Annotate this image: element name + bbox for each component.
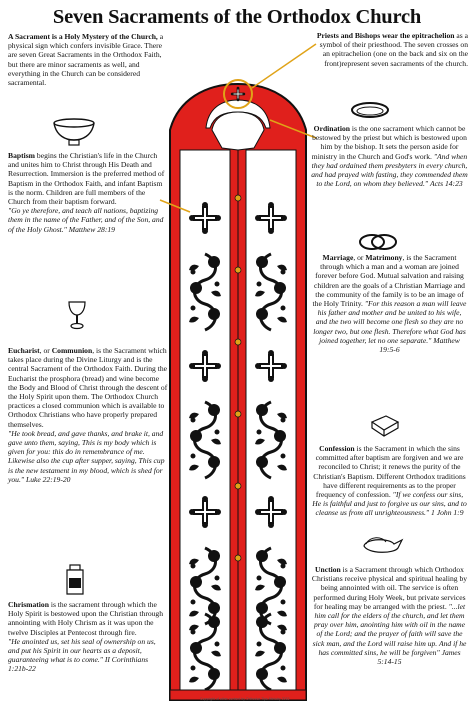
- marriage-section: [311, 253, 468, 354]
- confession-section: [311, 444, 468, 518]
- book-icon: [370, 414, 400, 440]
- ordination-title: Ordination: [313, 124, 350, 133]
- unction-quote: "...let him call for the elders of the church, and let them pray over him, anointing him with oil in the name of the Lord; and the prayer of faith will save the sick man, and the Lord will raise him up. And if he has committed sins, he will be forgiven": [312, 601, 467, 657]
- page-title: Seven Sacraments of the Orthodox Church: [52, 6, 422, 28]
- confession-text: is the Sacrament in which the sins committed after baptism are forgiven and we are reconciled to Christ; it renews the purity of the Christian's Baptism. Different Orthodox traditions have different requirements as to the proper frequency of confession.: [313, 444, 466, 500]
- unction-ref: James 5:14-15: [377, 647, 461, 667]
- eucharist-or: , or: [39, 346, 52, 355]
- clerical-collar-icon: [350, 100, 390, 122]
- marriage-title-2: Matrimony: [365, 253, 403, 262]
- chrismation-text: is the sacrament through which the Holy Spirit is bestowed upon the Christian through annointing with Holy Chrism as it was upon the twelve Disciples at Pentecost through fire.: [8, 600, 164, 637]
- chrismation-ref: II Corinthians 1:21b-22: [8, 655, 149, 674]
- eucharist-text: , is the Sacrament which takes place during the Divine Liturgy and is the central Sacrament of the Orthodox Faith. During the Eucharist the prosphora (bread) and wine become the Body and Blood of Christ through the descent of the Holy Spirit upon them. The Orthodox Church practices a closed communion which is available to Orthodox Christians who have properly prepared themselves.: [8, 346, 168, 429]
- ordination-ref: Acts 14:23: [429, 179, 463, 189]
- confession-title: Confession: [319, 444, 355, 453]
- ordination-section: [311, 124, 468, 188]
- priests-heading: Priests and Bishops wear the epitrachelion: [316, 31, 455, 40]
- eucharist-quote: "He took bread, and gave thanks, and brake it, and gave unto them, saying, This is my body which is given for you: this do in remembrance of me. Likewise also the cup after supper, saying, This cup is the new testament in my blood, which is shed for you.": [8, 428, 165, 484]
- chrismation-quote: "He anointed us, set his seal of ownership on us, and put his Spirit in our hearts as a deposit, guaranteeing what is to come.": [8, 636, 156, 665]
- chrismation-title: Chrismation: [8, 600, 49, 609]
- chrism-oil-icon: [64, 564, 86, 596]
- intro-section: [8, 32, 168, 87]
- intro-heading: A Sacrament is a Holy Mystery of the Church,: [8, 32, 158, 41]
- confession-ref: 1 John 1:9: [431, 508, 464, 518]
- eucharist-section: [8, 346, 168, 484]
- unction-section: [311, 565, 468, 666]
- unction-text: is a Sacrament through which Orthodox Christians receive physical and spiritual healing by being annointed with oil. The service is often performed during Holy Week, but private services for healing may be arranged with the priest.: [311, 565, 468, 611]
- eucharist-ref: Luke 22:19-20: [25, 474, 71, 484]
- wedding-rings-icon: [356, 232, 400, 252]
- marriage-or: , or: [353, 253, 366, 262]
- baptism-title: Baptism: [8, 151, 36, 160]
- marriage-title: Marriage: [322, 253, 354, 262]
- eucharist-title-2: Communion: [51, 346, 93, 355]
- ordination-text: is the one sacrament which cannot be bestowed by the priest but which is bestowed upon him by the bishop. It sets the person aside for ministry in the Church and God's work.: [311, 124, 467, 161]
- baptism-text: begins the Christian's life in the Church and unites him to Christ through His Death and Resurrection. Immersion is the preferred method of Baptism in the Orthodox Faith, and infant Baptism is the norm. Children are full members of the Church from their baptism forward.: [8, 151, 165, 207]
- copyright-credit: Copyright of other content by Orthodox Tips Ministry 2015: [200, 697, 290, 701]
- baptismal-font-icon: [52, 118, 96, 146]
- priests-section: [311, 31, 468, 68]
- marriage-text: , is the Sacrament through which a man and a woman are joined forever before God. Mutual salvation and raising children are the goals of a Christian Marriage and the community of the family is to be an image of the Holy Trinity.: [312, 253, 465, 309]
- baptism-ref: Matthew 28:19: [68, 224, 115, 234]
- oil-lamp-icon: [360, 534, 404, 556]
- chrismation-section: [8, 600, 168, 674]
- baptism-quote: "Go ye therefore, and teach all nations, baptizing them in the name of the Father, and of the Son, and of the Holy Ghost.": [8, 206, 164, 234]
- marriage-quote: "For this reason a man will leave his father and mother and be united to his wife, and the two will become one flesh so they are no longer two, but one flesh. Therefore what God has joined together, let no one separate.": [313, 299, 467, 345]
- eucharist-title: Eucharist: [8, 346, 40, 355]
- marriage-ref: Matthew 19:5-6: [379, 335, 460, 355]
- ordination-quote: "And when they had ordained them presbyters in every church, and had prayed with fasting, they commended them to the Lord, on whom they believed.": [311, 151, 468, 189]
- unction-title: Unction: [315, 565, 341, 574]
- chalice-icon: [68, 300, 86, 330]
- intro-text: a physical sign which confers invisible Grace. There are seven Great Sacraments in the Orthodox Faith, but there are minor sacraments as well, and everything in the Church can be considered sacramental.: [8, 32, 164, 88]
- confession-quote: "If we confess our sins, He is faithful and just to forgive us our sins, and to cleanse us from all unrighteousness.": [312, 490, 467, 518]
- baptism-section: [8, 151, 168, 234]
- priests-text: as a symbol of their priesthood. The seven crosses on an epitrachelion (one on the back and six on the front)represent seven sacraments of the church.: [319, 31, 468, 68]
